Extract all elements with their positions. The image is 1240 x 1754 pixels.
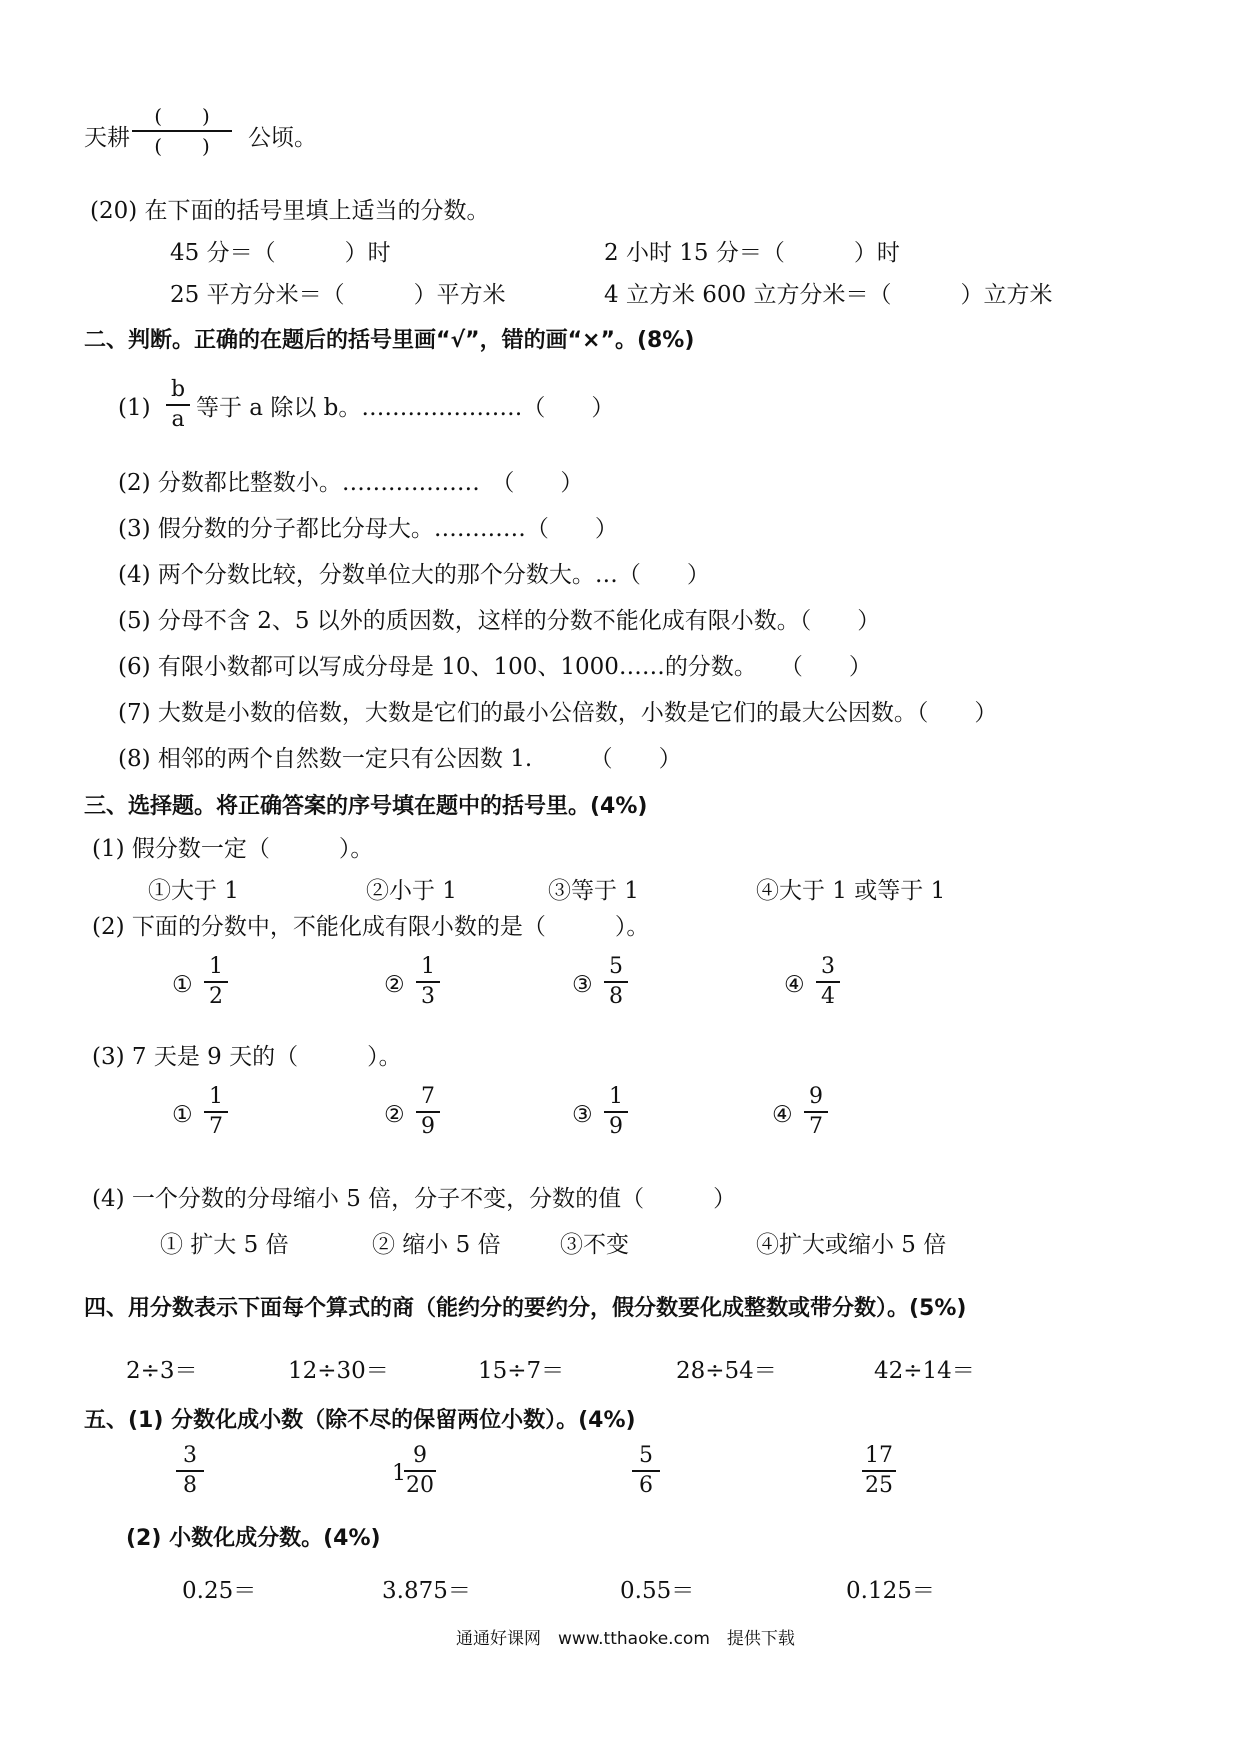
sec3-q1-opt-3: ③等于 1 — [548, 878, 639, 904]
sec3-q1-opt-1: ①大于 1 — [148, 878, 239, 904]
sec5-sub2-title: (2) 小数化成分数。(4%) — [126, 1526, 381, 1551]
sec3-q2-opt-1-mark: ① — [172, 972, 193, 998]
fraction-numerator: 1 — [421, 954, 435, 979]
sec3-q2-opt-4-fraction — [816, 955, 840, 1009]
fraction-numerator: 5 — [639, 1443, 653, 1468]
sec4-item: 2÷3＝ — [126, 1358, 198, 1384]
fraction-denominator: 8 — [183, 1473, 197, 1498]
fraction-numerator: 17 — [865, 1443, 893, 1468]
sec3-q4-opt-1: ① 扩大 5 倍 — [160, 1232, 289, 1258]
fraction-bar — [632, 1470, 660, 1472]
sec3-q3-opt-1-fraction — [204, 1085, 228, 1139]
fraction-denominator: 6 — [639, 1473, 653, 1498]
sec3-q2-opt-2-fraction — [416, 955, 440, 1009]
fraction-bar — [404, 1470, 436, 1472]
fraction-numerator: 3 — [183, 1443, 197, 1468]
top-den-blank: ( ) — [154, 134, 210, 158]
sec3-q2-opt-3-mark: ③ — [572, 972, 593, 998]
fraction-denominator: 3 — [421, 984, 435, 1009]
fraction-bar — [604, 981, 628, 983]
sec5-decimal: 0.125＝ — [846, 1578, 935, 1604]
fraction-numerator: b — [170, 377, 186, 402]
section-5-title: 五、(1) 分数化成小数（除不尽的保留两位小数）。(4%) — [84, 1408, 636, 1433]
sec2-item: (3) 假分数的分子都比分母大。…………（ ） — [118, 516, 618, 542]
section-3-title: 三、选择题。将正确答案的序号填在题中的括号里。(4%) — [84, 794, 648, 819]
fraction-bar — [416, 1111, 440, 1113]
sec5-fraction-3 — [632, 1444, 660, 1498]
sec2-item: (7) 大数是小数的倍数，大数是它们的最小公倍数，小数是它们的最大公因数。（ ） — [118, 700, 998, 726]
sec5-decimal: 3.875＝ — [382, 1578, 471, 1604]
fraction-bar — [204, 1111, 228, 1113]
sec5-fraction-2 — [404, 1444, 436, 1498]
fraction-bar — [816, 981, 840, 983]
footer-credit: 通通好课网 www.tthaoke.com 提供下载 — [456, 1629, 795, 1649]
sec3-q4-opt-4: ④扩大或缩小 5 倍 — [756, 1232, 947, 1258]
fraction-bar — [166, 404, 190, 406]
fraction-denominator: 9 — [609, 1114, 623, 1139]
sec3-q3: (3) 7 天是 9 天的（ ）。 — [92, 1044, 402, 1070]
sec3-q3-opt-3-fraction — [604, 1085, 628, 1139]
section-2-title: 二、判断。正确的在题后的括号里画“√”，错的画“×”。(8%) — [84, 328, 695, 353]
fraction-bar — [804, 1111, 828, 1113]
fraction-denominator: 4 — [821, 984, 835, 1009]
fraction-bar — [176, 1470, 204, 1472]
fraction-denominator: a — [171, 407, 185, 432]
fraction-bar — [862, 1470, 896, 1472]
q20-r1c2: 2 小时 15 分＝（ ）时 — [604, 240, 900, 266]
sec4-item: 28÷54＝ — [676, 1358, 777, 1384]
sec2-item: (6) 有限小数都可以写成分母是 10、100、1000……的分数。 （ ） — [118, 654, 872, 680]
sec2-item: (8) 相邻的两个自然数一定只有公因数 1. （ ） — [118, 746, 682, 772]
top-prefix: 天耕 — [84, 125, 130, 151]
fraction-numerator: 3 — [821, 954, 835, 979]
top-num-blank: ( ) — [154, 104, 210, 128]
fraction-denominator: 8 — [609, 984, 623, 1009]
top-blank-fraction[interactable] — [132, 104, 232, 158]
fraction-denominator: 9 — [421, 1114, 435, 1139]
sec2-item: (2) 分数都比整数小。……………… （ ） — [118, 470, 584, 496]
sec2-item: (4) 两个分数比较，分数单位大的那个分数大。…（ ） — [118, 562, 710, 588]
fraction-bar — [416, 981, 440, 983]
sec2-q1-fraction — [166, 378, 190, 432]
fraction-bar — [604, 1111, 628, 1113]
sec3-q3-opt-3-mark: ③ — [572, 1102, 593, 1128]
q20-r2c1: 25 平方分米＝（ ）平方米 — [170, 282, 506, 308]
sec5-fraction-1 — [176, 1444, 204, 1498]
fraction-numerator: 1 — [609, 1084, 623, 1109]
fraction-bar — [132, 130, 232, 132]
fraction-denominator: 2 — [209, 984, 223, 1009]
fraction-denominator: 7 — [209, 1114, 223, 1139]
fraction-numerator: 9 — [413, 1443, 427, 1468]
q20-r2c2: 4 立方米 600 立方分米＝（ ）立方米 — [604, 282, 1053, 308]
sec3-q2-opt-4-mark: ④ — [784, 972, 805, 998]
top-suffix: 公顷。 — [248, 125, 317, 151]
fraction-denominator: 25 — [865, 1473, 893, 1498]
sec5-fraction-4 — [862, 1444, 896, 1498]
sec3-q4-opt-3: ③不变 — [560, 1232, 629, 1258]
section-4-title: 四、用分数表示下面每个算式的商（能约分的要约分，假分数要化成整数或带分数）。(5%) — [84, 1296, 967, 1321]
fraction-denominator: 20 — [406, 1473, 434, 1498]
sec5-decimal: 0.55＝ — [620, 1578, 695, 1604]
sec4-item: 12÷30＝ — [288, 1358, 389, 1384]
sec3-q3-opt-2-fraction — [416, 1085, 440, 1139]
sec3-q2-opt-1-fraction — [204, 955, 228, 1009]
sec3-q2-opt-3-fraction — [604, 955, 628, 1009]
fraction-numerator: 5 — [609, 954, 623, 979]
sec4-item: 15÷7＝ — [478, 1358, 565, 1384]
sec2-item: (5) 分母不含 2、5 以外的质因数，这样的分数不能化成有限小数。（ ） — [118, 608, 881, 634]
q20-title: (20) 在下面的括号里填上适当的分数。 — [90, 198, 490, 224]
sec3-q3-opt-1-mark: ① — [172, 1102, 193, 1128]
q20-r1c1: 45 分＝（ ）时 — [170, 240, 391, 266]
sec3-q3-opt-4-mark: ④ — [772, 1102, 793, 1128]
sec5-fraction-2-whole: 1 — [392, 1461, 406, 1486]
sec5-decimal: 0.25＝ — [182, 1578, 257, 1604]
sec3-q4-opt-2: ② 缩小 5 倍 — [372, 1232, 501, 1258]
sec2-q1-prefix: (1) — [118, 395, 151, 421]
sec3-q2: (2) 下面的分数中，不能化成有限小数的是（ ）。 — [92, 914, 650, 940]
sec3-q3-opt-4-fraction — [804, 1085, 828, 1139]
sec3-q1-opt-4: ④大于 1 或等于 1 — [756, 878, 946, 904]
fraction-numerator: 7 — [421, 1084, 435, 1109]
sec4-item: 42÷14＝ — [874, 1358, 975, 1384]
sec3-q1-opt-2: ②小于 1 — [366, 878, 457, 904]
sec3-q1: (1) 假分数一定（ ）。 — [92, 836, 374, 862]
fraction-numerator: 1 — [209, 954, 223, 979]
sec3-q4: (4) 一个分数的分母缩小 5 倍，分子不变，分数的值（ ） — [92, 1186, 737, 1212]
sec2-q1-text: 等于 a 除以 b。…………………（ ） — [196, 395, 615, 421]
fraction-numerator: 9 — [809, 1084, 823, 1109]
sec3-q2-opt-2-mark: ② — [384, 972, 405, 998]
fraction-bar — [204, 981, 228, 983]
fraction-numerator: 1 — [209, 1084, 223, 1109]
sec3-q3-opt-2-mark: ② — [384, 1102, 405, 1128]
fraction-denominator: 7 — [809, 1114, 823, 1139]
